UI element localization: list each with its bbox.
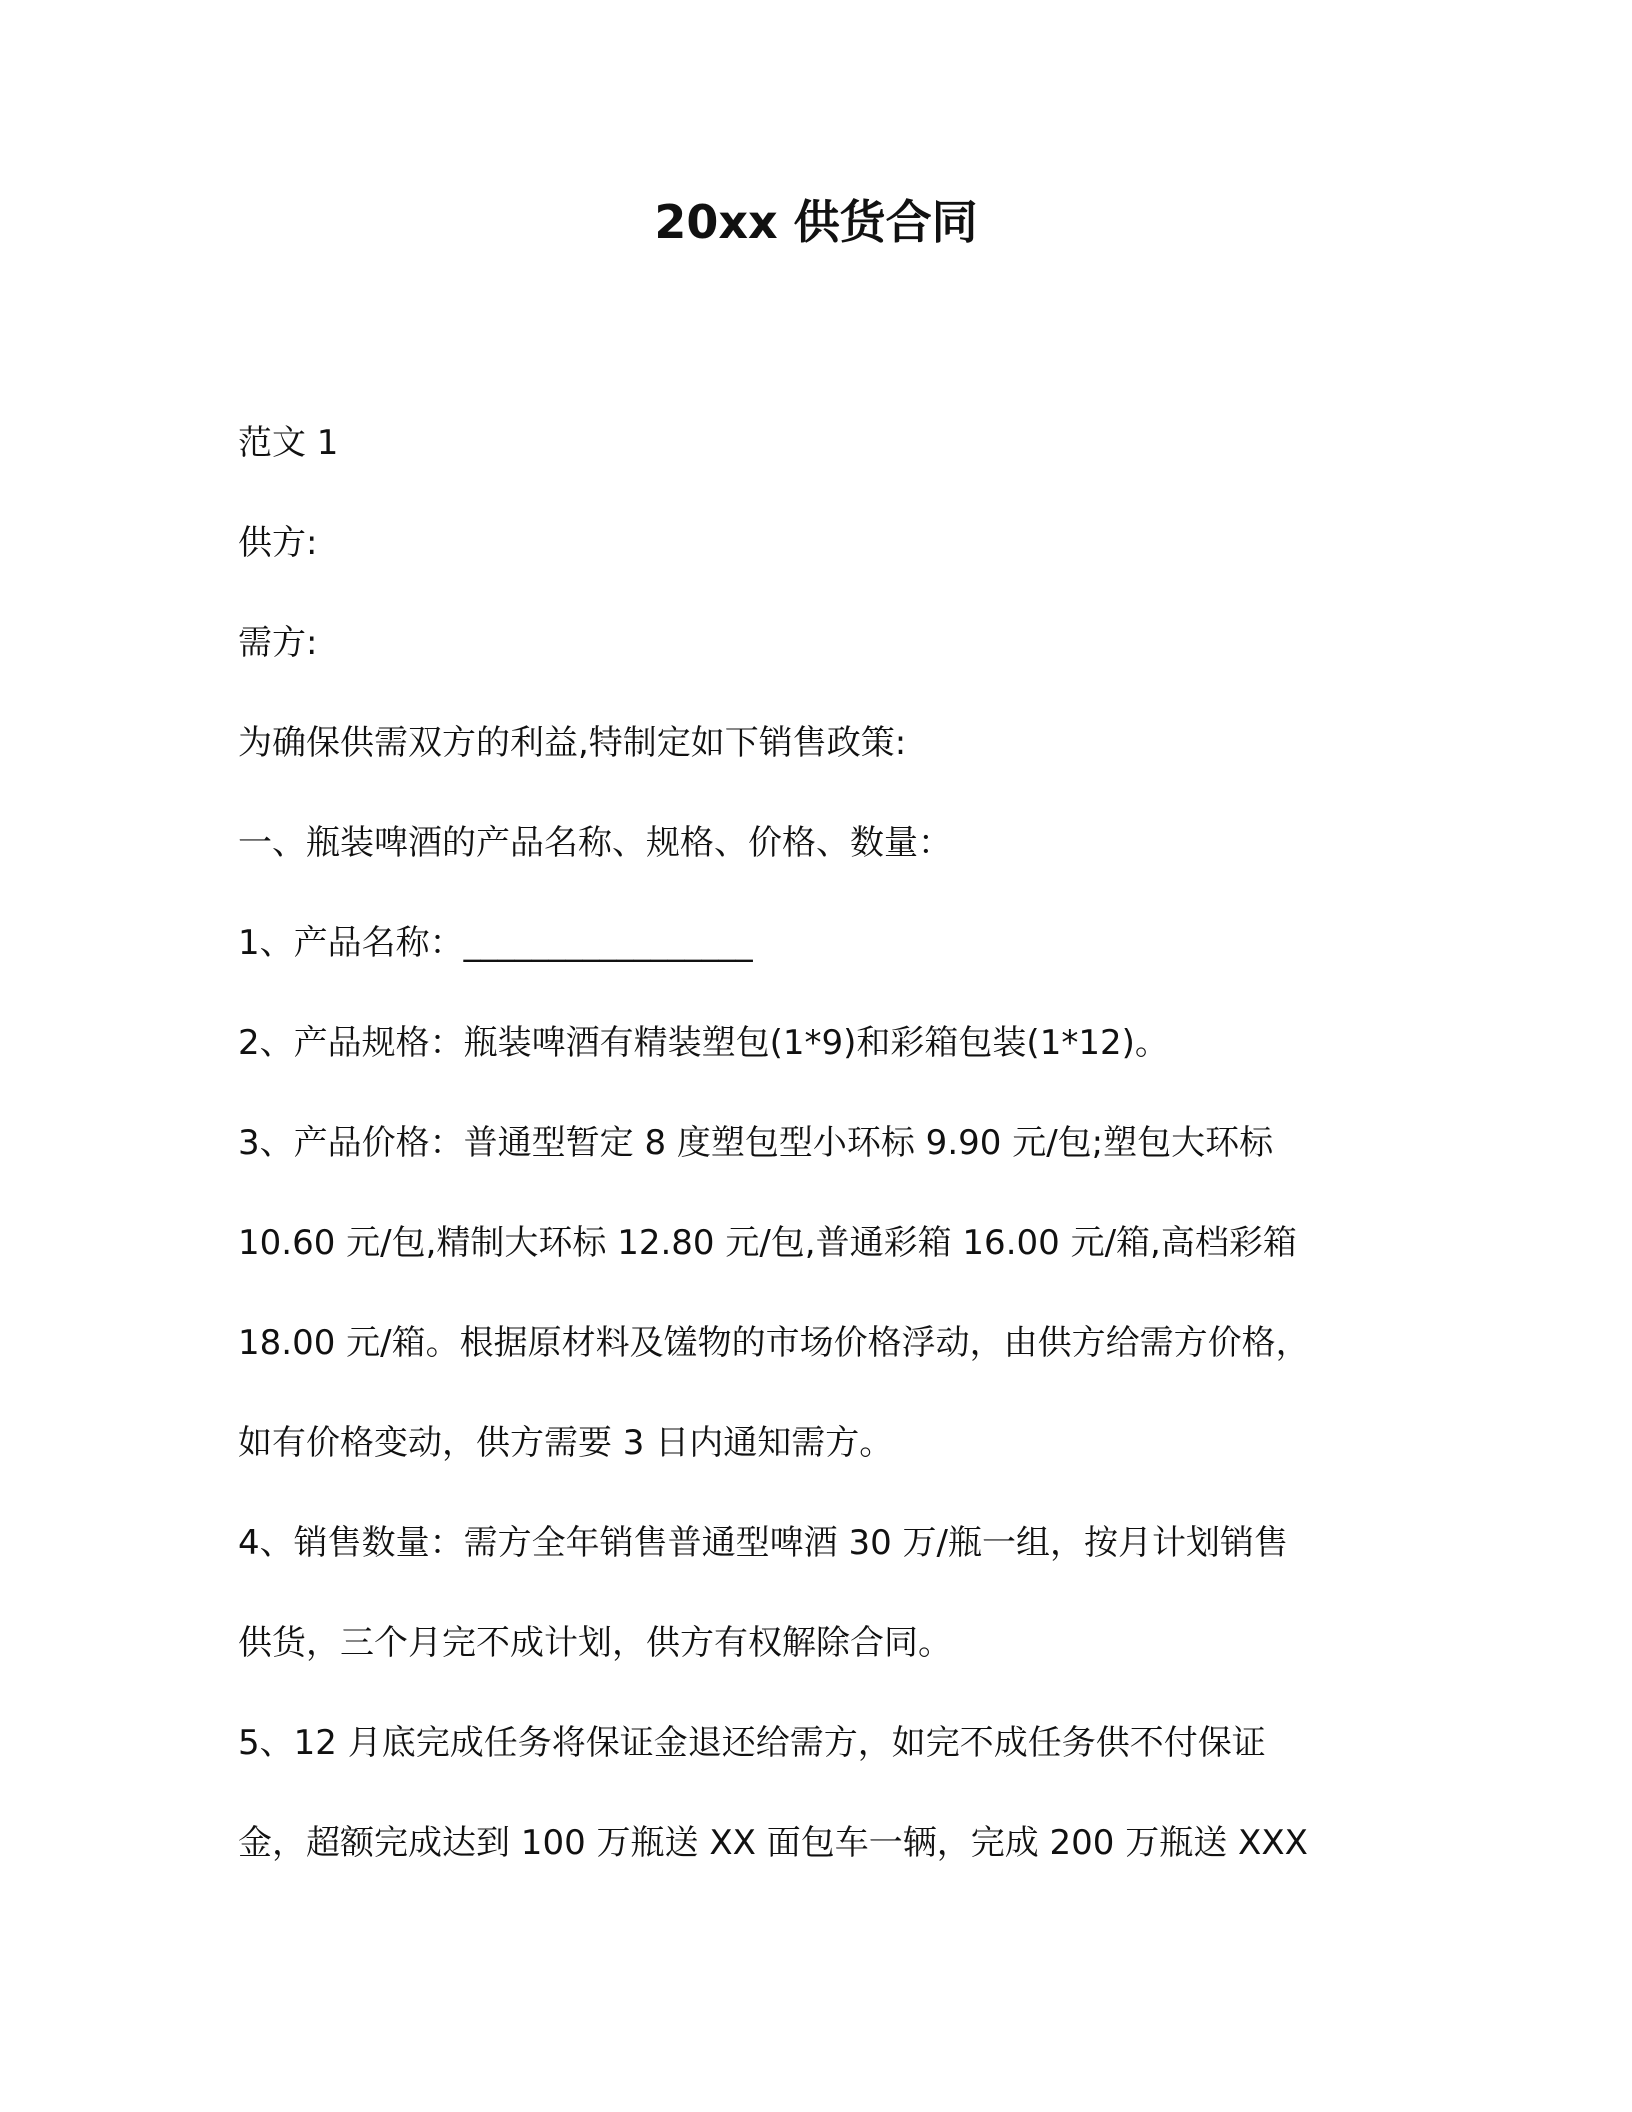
section-heading-1: 一、瓶装啤酒的产品名称、规格、价格、数量： (238, 823, 952, 863)
clause-price-line-3: 18.00 元/箱。根据原材料及馐物的市场价格浮动，由供方给需方价格， (238, 1323, 1310, 1363)
sample-label: 范文 1 (238, 423, 339, 463)
clause-price-line-1: 3、产品价格：普通型暂定 8 度塑包型小环标 9.90 元/包;塑包大环标 (238, 1123, 1274, 1163)
clause-product-name: 1、产品名称：_________________ (238, 923, 753, 963)
clause-deposit-line-2: 金，超额完成达到 100 万瓶送 XX 面包车一辆，完成 200 万瓶送 XXX (238, 1823, 1308, 1863)
clause-price-line-2: 10.60 元/包,精制大环标 12.80 元/包,普通彩箱 16.00 元/箱,高档彩箱 (238, 1223, 1297, 1263)
clause-deposit-line-1: 5、12 月底完成任务将保证金退还给需方，如完不成任务供不付保证 (238, 1723, 1266, 1763)
clause-quantity-line-1: 4、销售数量：需方全年销售普通型啤酒 30 万/瓶一组，按月计划销售 (238, 1523, 1288, 1563)
intro-paragraph: 为确保供需双方的利益,特制定如下销售政策: (238, 723, 907, 763)
clause-product-spec: 2、产品规格：瓶装啤酒有精装塑包(1*9)和彩箱包装(1*12)。 (238, 1023, 1169, 1063)
buyer-line: 需方: (238, 623, 318, 663)
clause-price-line-4: 如有价格变动，供方需要 3 日内通知需方。 (238, 1423, 894, 1463)
document-title: 20xx 供货合同 (654, 195, 978, 249)
clause-quantity-line-2: 供货，三个月完不成计划，供方有权解除合同。 (238, 1623, 952, 1663)
supplier-line: 供方: (238, 523, 318, 563)
